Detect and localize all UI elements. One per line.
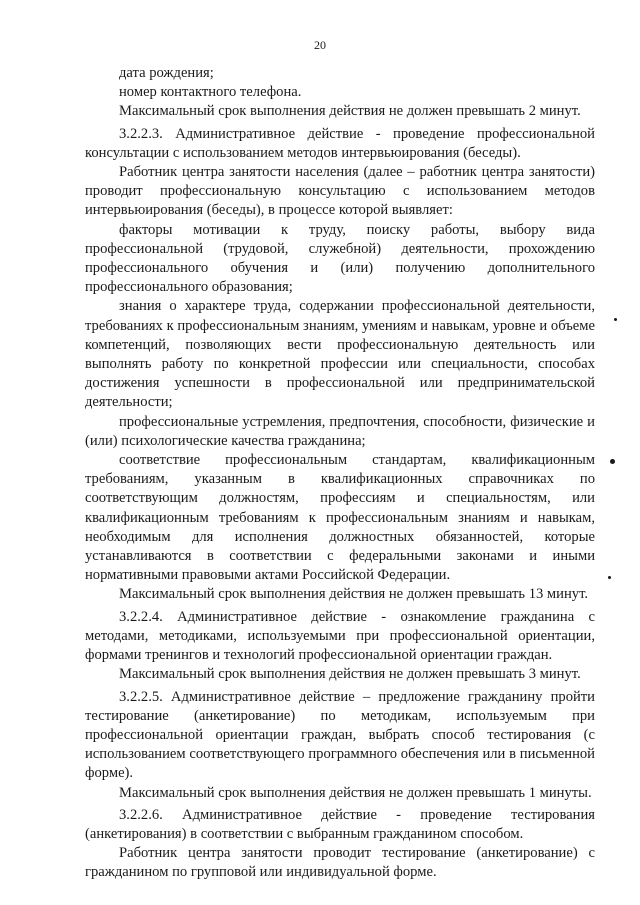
scan-dot-mark <box>610 459 615 464</box>
scan-dot-mark <box>608 576 611 579</box>
paragraph-section-3-2-2-5: 3.2.2.5. Административное действие – предложение гражданину пройти тестирование (анкетирование) по методикам, используемым при профессиональной ориентации граждан, выбрать способ тестирования (с использованием соответствующего программного обеспечения или в письменной форме). <box>85 688 595 782</box>
scan-dot-mark <box>614 318 617 321</box>
paragraph-section-3-2-2-4: 3.2.2.4. Административное действие - ознакомление гражданина с методами, методиками, используемыми при профессиональной ориентации, формами тренингов и технологий профессиональной ориентации граждан. <box>85 608 595 664</box>
paragraph-section-3-2-2-6: 3.2.2.6. Административное действие - проведение тестирования (анкетирования) в соответствии с выбранным гражданином способом. <box>85 806 595 842</box>
paragraph-qualification-compliance: соответствие профессиональным стандартам, квалификационным требованиям, указанным в квалификационных справочниках по соответствующим должностям, профессиям и специальностям, или квалификационным требованиям к профессиональным знаниям и навыкам, необходимым для исполнения должностных обязанностей, которые устанавливаются в соответствии с федеральными законами и иными нормативными правовыми актами Российской Федерации. <box>85 452 595 584</box>
paragraph-section-3-2-2-3: 3.2.2.3. Административное действие - проведение профессиональной консультации с использованием методов интервьюирования (беседы). <box>85 125 595 161</box>
paragraph-max-time-3-min: Максимальный срок выполнения действия не должен превышать 3 минут. <box>119 666 581 683</box>
paragraph-professional-aspirations: профессиональные устремления, предпочтения, способности, физические и (или) психологические качества гражданина; <box>85 413 595 449</box>
paragraph-employment-center-worker: Работник центра занятости населения (далее – работник центра занятости) проводит профессиональную консультацию с использованием методов интервьюирования (беседы), в процессе которой выявляет: <box>85 164 595 219</box>
paragraph-max-time-2-min: Максимальный срок выполнения действия не должен превышать 2 минут. <box>119 103 581 120</box>
paragraph-motivation-factors: факторы мотивации к труду, поиску работы, выбору вида профессиональной (трудовой, служебной) деятельности, прохождению профессионального обучения и (или) получению дополнительного профессионального образования; <box>85 221 595 296</box>
document-body <box>85 64 595 883</box>
paragraph-max-time-1-min: Максимальный срок выполнения действия не должен превышать 1 минуты. <box>119 784 592 801</box>
page-number: 20 <box>314 38 326 52</box>
paragraph-testing-form: Работник центра занятости проводит тестирование (анкетирование) с гражданином по групповой или индивидуальной форме. <box>85 845 595 881</box>
paragraph-birth-date: дата рождения; <box>119 65 214 81</box>
paragraph-max-time-13-min: Максимальный срок выполнения действия не должен превышать 13 минут. <box>119 586 589 603</box>
paragraph-phone-number: номер контактного телефона. <box>119 84 302 101</box>
paragraph-work-knowledge: знания о характере труда, содержании профессиональной деятельности, требованиях к профессиональным знаниям, умениям и навыкам, уровне и объеме компетенций, позволяющих вести профессиональную деятельность или выполнять работу по конкретной профессии или специальности, способах достижения успешности в профессиональной или предпринимательской деятельности; <box>85 298 595 411</box>
